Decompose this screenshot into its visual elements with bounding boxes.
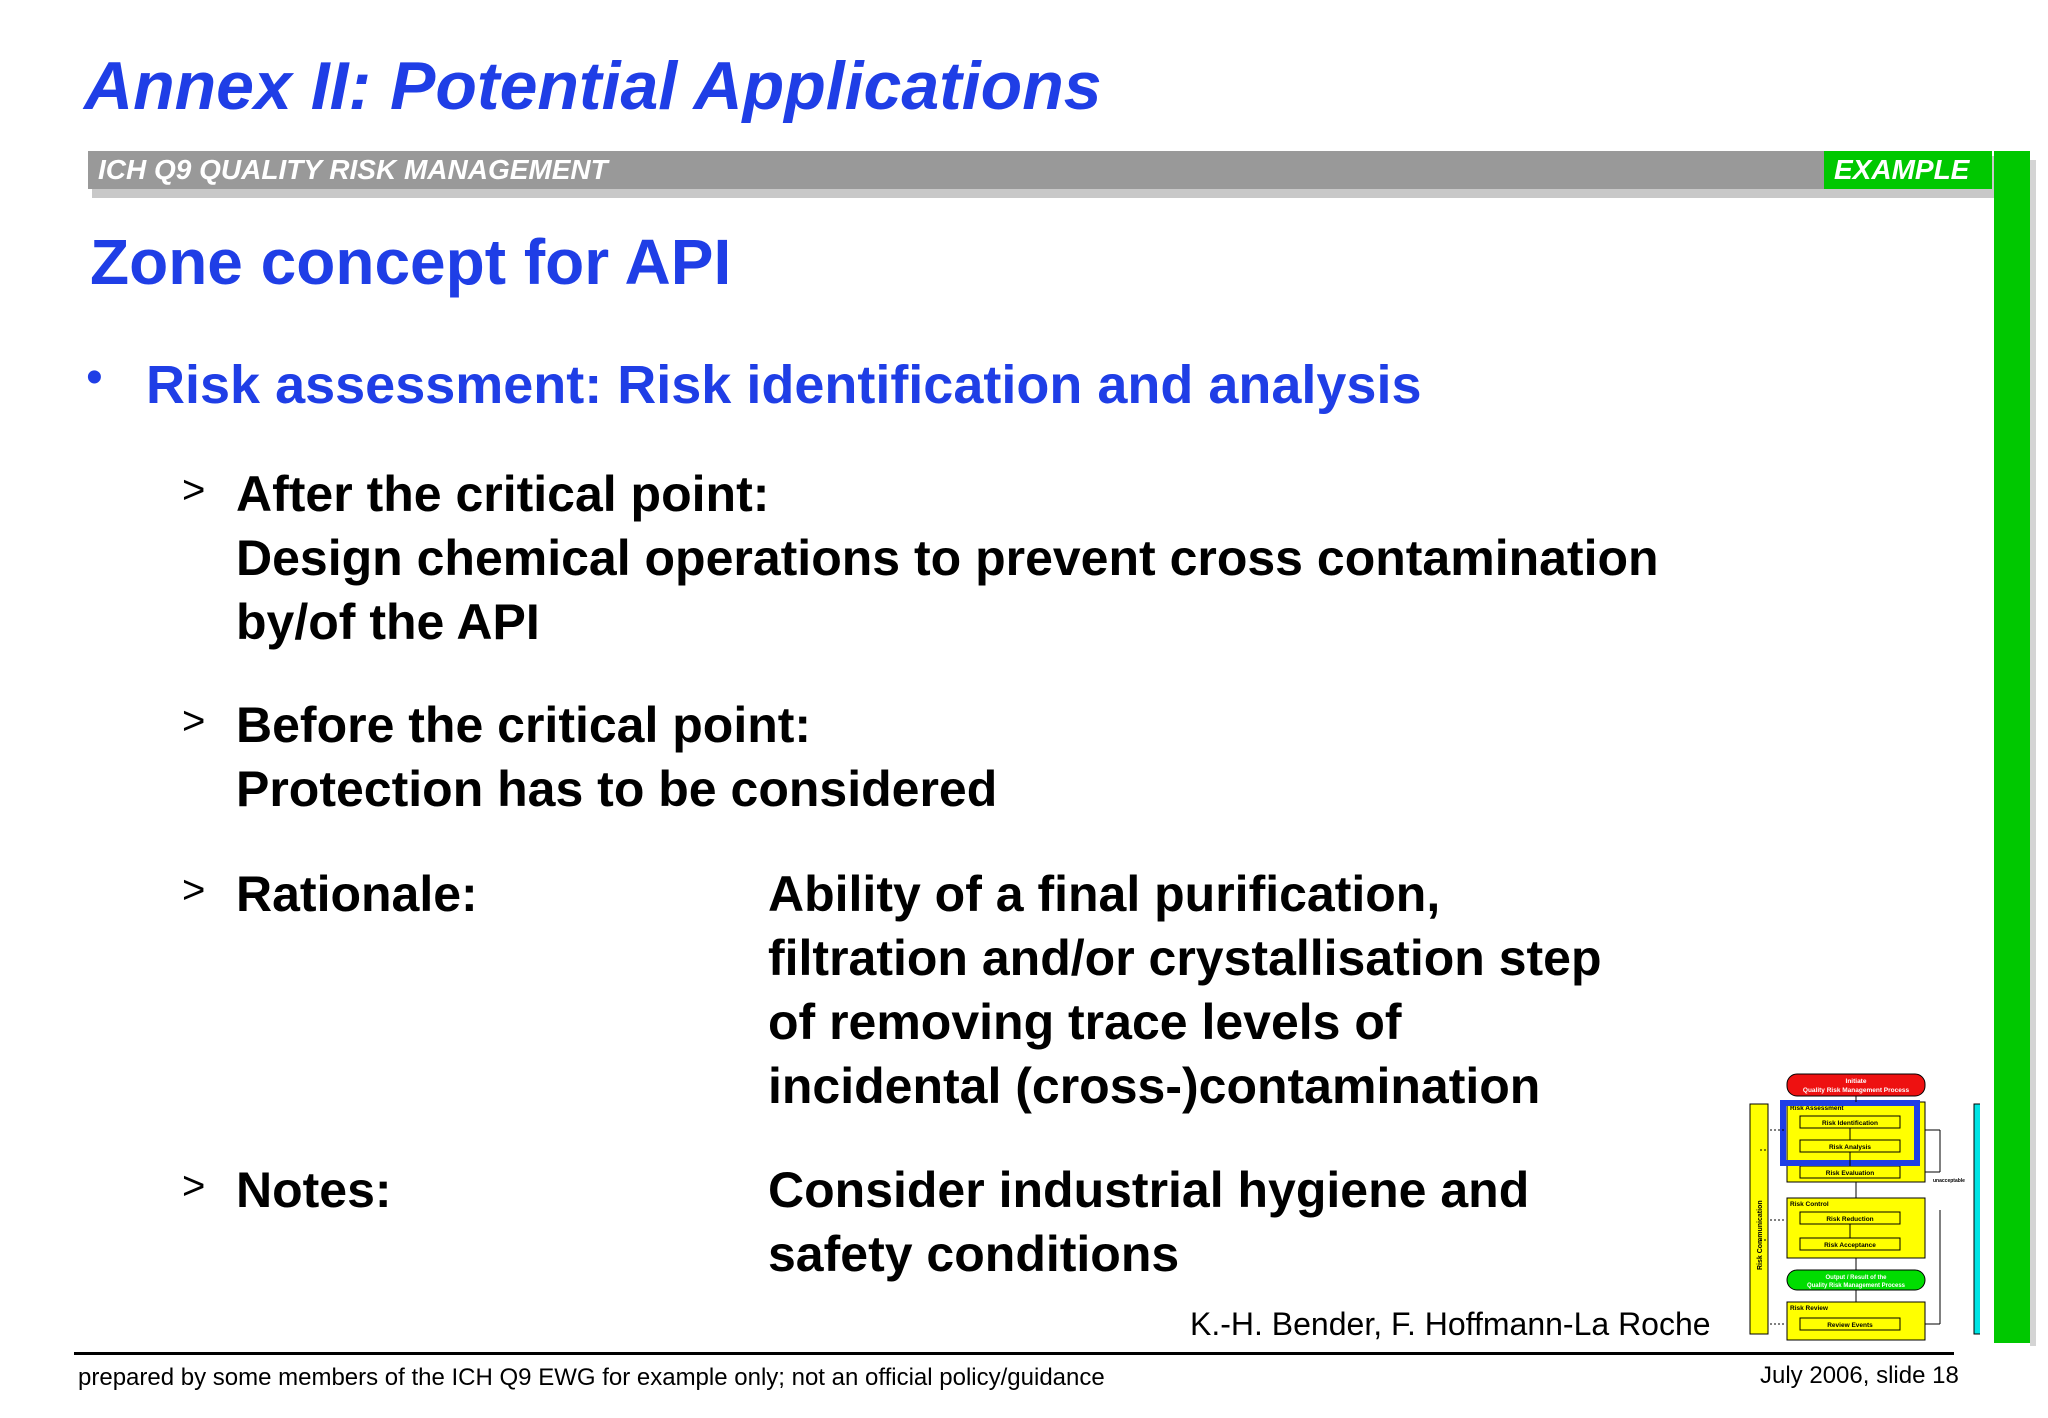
item-4-line-1: Consider industrial hygiene and — [768, 1162, 1530, 1218]
item-3-line-3: of removing trace levels of — [768, 994, 1402, 1050]
footer-disclaimer: prepared by some members of the ICH Q9 EWG for example only; not an official policy/guidance — [78, 1364, 1105, 1391]
item-4-label: Notes: — [236, 1162, 392, 1218]
item-3-line-1: Ability of a final purification, — [768, 866, 1441, 922]
item-2-line-2: Protection has to be considered — [236, 761, 998, 817]
item-2-line-1: Before the critical point: — [236, 697, 812, 753]
unacceptable-label: unacceptable — [1933, 1178, 1965, 1184]
risk-assessment-label: Risk Assessment — [1790, 1105, 1844, 1112]
footer-slide-info: July 2006, slide 18 — [1760, 1362, 1959, 1389]
item-1-marker: > — [182, 468, 206, 512]
item-3-marker: > — [182, 868, 206, 912]
item-3-line-2: filtration and/or crystallisation step — [768, 930, 1602, 986]
slide-title: Zone concept for API — [90, 226, 732, 298]
item-2-marker: > — [182, 699, 206, 743]
initiate-line-2: Quality Risk Management Process — [1802, 1087, 1910, 1094]
side-green-bar — [1994, 151, 2030, 1343]
risk-identification-label: Risk Identification — [1822, 1120, 1878, 1127]
initiate-line-1: Initiate — [1845, 1078, 1867, 1085]
bullet-text: Risk assessment: Risk identification and analysis — [146, 355, 1422, 415]
output-line-2: Quality Risk Management Process — [1806, 1283, 1906, 1289]
risk-reduction-label: Risk Reduction — [1826, 1216, 1874, 1223]
risk-communication-label: Risk Communication — [1757, 1200, 1764, 1270]
output-line-1: Output / Result of the — [1825, 1275, 1887, 1281]
review-events-label: Review Events — [1827, 1322, 1873, 1329]
side-bar-shadow — [2030, 160, 2036, 1346]
risk-acceptance-label: Risk Acceptance — [1824, 1242, 1876, 1249]
item-3-line-4: incidental (cross-)contamination — [768, 1058, 1541, 1114]
qrm-process-diagram — [1740, 1070, 1980, 1350]
item-4-marker: > — [182, 1164, 206, 1208]
risk-review-label: Risk Review — [1790, 1305, 1828, 1312]
item-4-line-2: safety conditions — [768, 1226, 1180, 1282]
tools-bar — [1974, 1104, 1980, 1334]
item-1-line-1: After the critical point: — [236, 466, 770, 522]
example-tag: EXAMPLE — [1834, 154, 1970, 185]
item-1-line-3: by/of the API — [236, 594, 540, 650]
item-1-line-2: Design chemical operations to prevent cross contamination — [236, 530, 1659, 586]
bullet-dot: • — [86, 351, 103, 404]
risk-evaluation-label: Risk Evaluation — [1825, 1170, 1875, 1177]
risk-analysis-label: Risk Analysis — [1828, 1144, 1872, 1151]
item-3-label: Rationale: — [236, 866, 478, 922]
author-credit: K.-H. Bender, F. Hoffmann-La Roche — [1190, 1306, 1711, 1342]
slide-header-title: Annex II: Potential Applications — [84, 48, 1102, 124]
header-band-label: ICH Q9 QUALITY RISK MANAGEMENT — [98, 154, 608, 185]
footer-rule — [74, 1352, 1954, 1355]
risk-control-label: Risk Control — [1790, 1201, 1829, 1208]
